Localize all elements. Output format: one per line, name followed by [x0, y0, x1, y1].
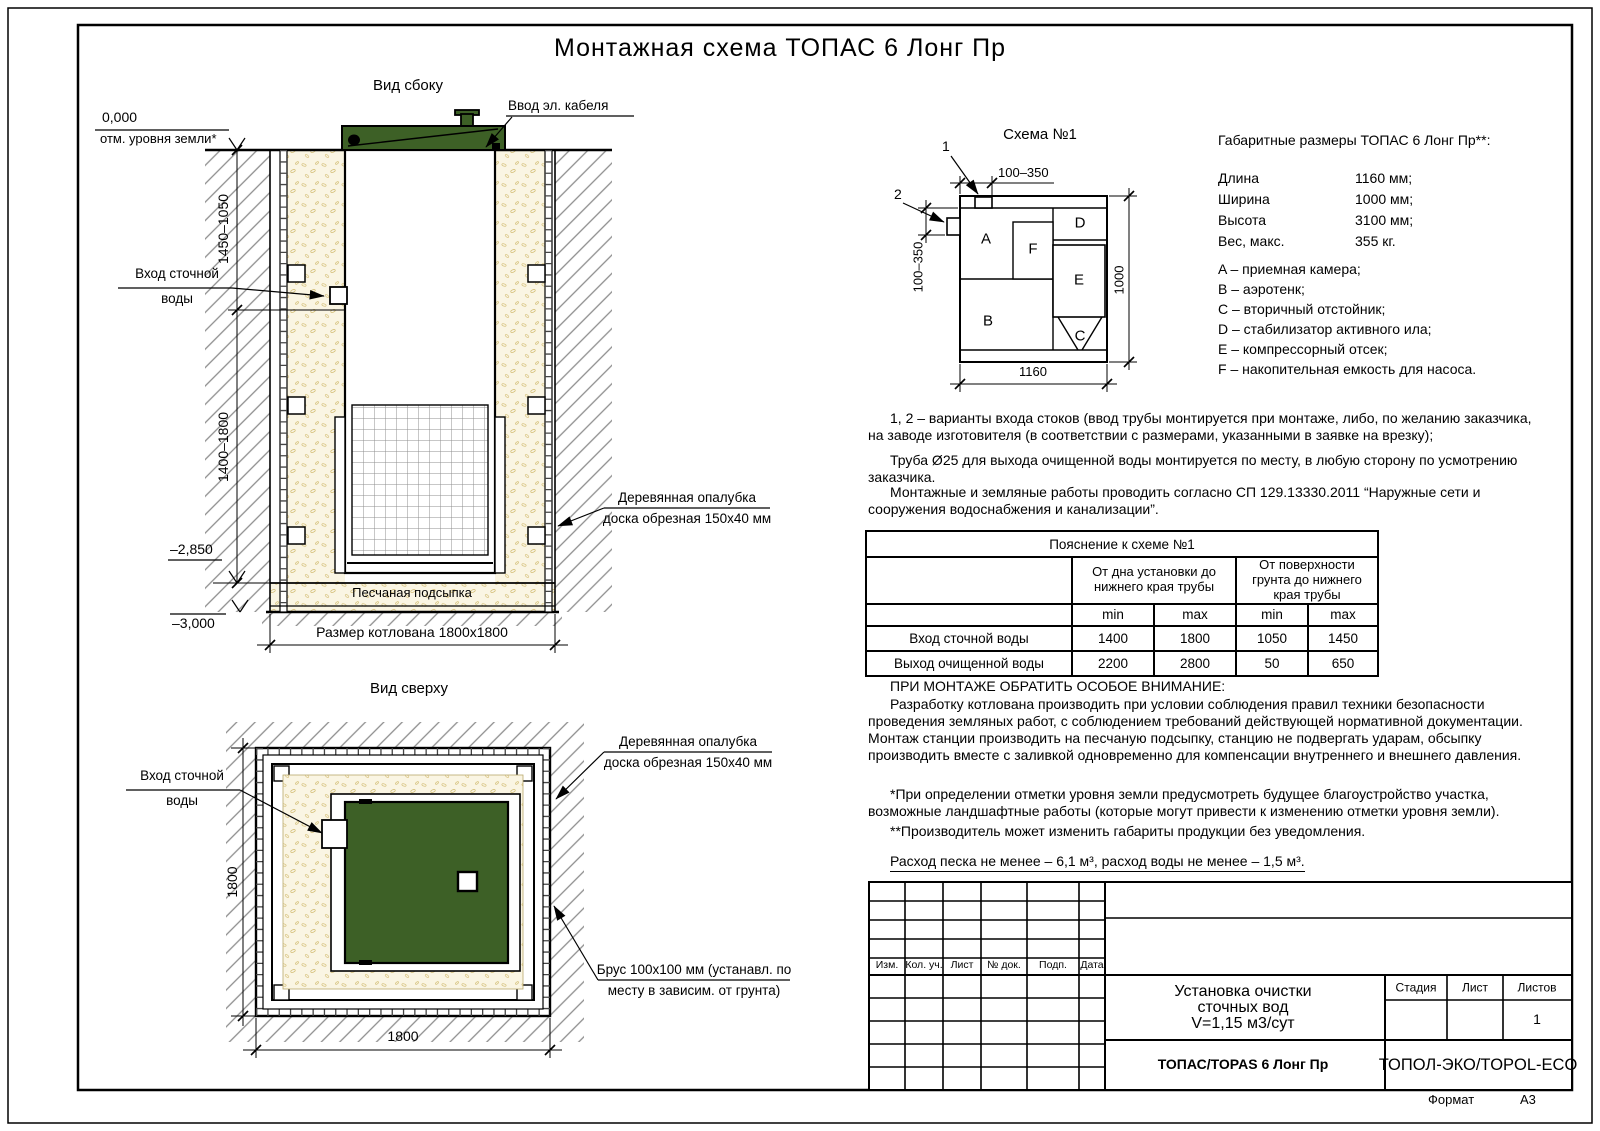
sheets-header: Листов: [1517, 980, 1557, 995]
cable-entry-point: [492, 143, 500, 151]
table-cell: 1800: [1154, 626, 1236, 651]
dim-1400-1800: 1400–1800: [215, 411, 232, 483]
inlet-variant-2: [947, 218, 960, 235]
schema-dim-bottom: 1160: [1019, 364, 1047, 379]
rev-col-izm: Изм.: [875, 959, 899, 972]
legend-item: A – приемная камера;: [1218, 261, 1361, 277]
legend-item: E – компрессорный отсек;: [1218, 341, 1388, 357]
tank-lid-top: [345, 802, 508, 963]
level-zero-label: 0,000: [102, 109, 138, 125]
compartment-a: A: [980, 230, 992, 248]
tv-inlet-label-line1: Вход сточной: [140, 768, 224, 783]
cable-entry-label: Ввод эл. кабеля: [508, 98, 609, 113]
table-group1-header: От дна установки до нижнего края трубы: [1072, 557, 1236, 604]
note-inlet-variants: 1, 2 – варианты входа стоков (ввод трубы монтируется при монтаже, либо, по желанию заказчика, на заводе изготовителя (в соответствии с размерами, указанными в заявке на врезку);: [868, 410, 1532, 443]
table-row-label: Вход сточной воды: [866, 626, 1072, 651]
table-row-label: Выход очищенной воды: [866, 651, 1072, 676]
side-view-drawing: [95, 110, 770, 653]
doc-name-line2: сточных вод: [1197, 999, 1289, 1016]
model-name: ТОПАС/TOPAS 6 Лонг Пр: [1157, 1056, 1329, 1073]
rev-col-ndok: № док.: [987, 959, 1021, 972]
dim-1450-1050: 1450–1050: [215, 193, 232, 265]
schema-title: Схема №1: [1003, 126, 1077, 143]
table-cell: 1450: [1308, 626, 1378, 651]
tv-dim-left: 1800: [224, 866, 241, 898]
legend-item: B – аэротенк;: [1218, 281, 1305, 297]
consumption-note: Расход песка не менее – 6,1 м³, расход воды не менее – 1,5 м³.: [890, 854, 1305, 872]
company-name: ТОПОЛ-ЭКО/TOPOL-ECO: [1378, 1055, 1578, 1074]
tv-formwork-label-line2: доска обрезная 150х40 мм: [603, 755, 773, 770]
table-empty-cell: [866, 604, 1072, 626]
beam-label-line1: Брус 100х100 мм (устанавл. по: [596, 962, 792, 977]
page-title: Монтажная схема ТОПАС 6 Лонг Пр: [553, 34, 1007, 62]
tv-dim-bottom: 1800: [387, 1028, 419, 1044]
dim-row-label: Вес, макс.: [1218, 233, 1285, 249]
dim-row-value: 3100 мм;: [1355, 212, 1414, 228]
footnote-manufacturer: **Производитель может изменить габариты продукции без уведомления.: [890, 823, 1366, 839]
level-zero-caption: отм. уровня земли*: [100, 131, 217, 146]
format-label: Формат: [1428, 1092, 1475, 1107]
compartment-e: E: [1073, 271, 1085, 289]
lid-vent: [458, 872, 477, 891]
formwork-plank-left: [280, 150, 287, 612]
formwork-label-line1: Деревянная опалубка: [617, 490, 757, 505]
schema-dim-right: 1000: [1111, 265, 1127, 295]
note-sp-standard: Монтажные и земляные работы проводить согласно СП 129.13330.2011 “Наружные сети и сооружения водоснабжения и канализации”.: [868, 484, 1481, 517]
table-cell: 650: [1308, 651, 1378, 676]
schema-marker-2: 2: [894, 186, 902, 202]
dim-row-value: 355 кг.: [1355, 233, 1396, 249]
beam-label-line2: месту в зависим. от грунта): [607, 983, 781, 998]
table-cell: 2200: [1072, 651, 1154, 676]
table-corner-cell: [866, 557, 1072, 604]
legend-item: F – накопительная емкость для насоса.: [1218, 361, 1477, 377]
tank-ribbed-section: [352, 405, 488, 555]
table-group2-header: От поверхности грунта до нижнего края трубы: [1236, 557, 1378, 604]
schema-dim-left: 100–350: [910, 241, 926, 293]
table-cell: 2800: [1154, 651, 1236, 676]
schema-dim-top: 100–350: [998, 165, 1049, 180]
table-max-header: max: [1308, 604, 1378, 626]
table-max-header: max: [1154, 604, 1236, 626]
pit-size-label: Размер котлована 1800х1800: [316, 624, 508, 640]
table-cell: 50: [1236, 651, 1308, 676]
table-cell: 1400: [1072, 626, 1154, 651]
formwork-plank-right: [545, 150, 552, 612]
dim-row-label: Длина: [1218, 170, 1259, 186]
compartment-c: C: [1074, 327, 1086, 345]
formwork-label-line2: доска обрезная 150х40 мм: [602, 511, 772, 526]
soil-hatch-right: [555, 150, 612, 612]
schema-drawing: [903, 156, 1137, 392]
table-title: Пояснение к схеме №1: [866, 531, 1378, 557]
dim-row-label: Ширина: [1218, 191, 1270, 207]
sheets-value: 1: [1533, 1011, 1541, 1028]
table-cell: 1050: [1236, 626, 1308, 651]
dim-row-value: 1160 мм;: [1355, 170, 1413, 186]
top-view-title: Вид сверху: [369, 680, 449, 697]
tv-inlet-label-line2: воды: [166, 793, 198, 808]
rev-col-podp: Подп.: [1039, 959, 1067, 972]
side-view-title: Вид сбоку: [373, 77, 443, 94]
rev-col-koluch: Кол. уч.: [905, 959, 943, 972]
inlet-fitting-top: [322, 820, 347, 848]
tv-formwork-label-line1: Деревянная опалубка: [618, 734, 758, 749]
doc-name-line1: Установка очистки: [1174, 983, 1312, 1000]
level-3000-label: –3,000: [172, 615, 215, 631]
pipe-levels-table: [865, 530, 1379, 677]
dimensions-title: Габаритные размеры ТОПАС 6 Лонг Пр**:: [1218, 132, 1491, 148]
inlet-label-line2: воды: [161, 291, 193, 306]
attention-title: ПРИ МОНТАЖЕ ОБРАТИТЬ ОСОБОЕ ВНИМАНИЕ:: [890, 678, 1226, 694]
table-min-header: min: [1072, 604, 1154, 626]
compartment-f: F: [1028, 240, 1038, 258]
inlet-variant-1: [975, 197, 992, 208]
legend-item: C – вторичный отстойник;: [1218, 301, 1386, 317]
level-2850-label: –2,850: [170, 541, 213, 557]
inlet-label-line1: Вход сточной: [135, 266, 219, 281]
sand-bed-label: Песчаная подсыпка: [352, 585, 472, 600]
rev-col-data: Дата: [1080, 959, 1104, 972]
inlet-pipe-stub: [330, 287, 347, 304]
compartment-d: D: [1074, 214, 1086, 232]
table-min-header: min: [1236, 604, 1308, 626]
dim-row-value: 1000 мм;: [1355, 191, 1414, 207]
schema-marker-1: 1: [942, 138, 950, 154]
attention-body: Разработку котлована производить при условии соблюдения правил техники безопасности проведения земляных работ, с соблюдением требований действующей нормативной документации. Монтаж станции производить на песчаную подсыпку, станцию не подвергать ударам, обсыпку производить вместе с заливкой одновременно для компенсации внутреннего и внешнего давления.: [868, 696, 1523, 763]
legend-item: D – стабилизатор активного ила;: [1218, 321, 1432, 337]
stage-header: Стадия: [1395, 980, 1437, 995]
footnote-ground-level: *При определении отметки уровня земли предусмотреть будущее благоустройство участка, возможные ландшафтные работы (которые могут привести к изменению отметки уровня земли).: [868, 786, 1500, 819]
doc-name-line3: V=1,15 м3/сут: [1191, 1015, 1295, 1032]
rev-col-list: Лист: [950, 959, 974, 972]
sheet-header: Лист: [1461, 980, 1489, 995]
dim-row-label: Высота: [1218, 212, 1267, 228]
compartment-b: B: [982, 312, 994, 330]
format-value: А3: [1520, 1092, 1536, 1107]
note-outlet-pipe: Труба Ø25 для выхода очищенной воды монтируется по месту, в любую сторону по усмотрению заказчика.: [868, 452, 1518, 485]
